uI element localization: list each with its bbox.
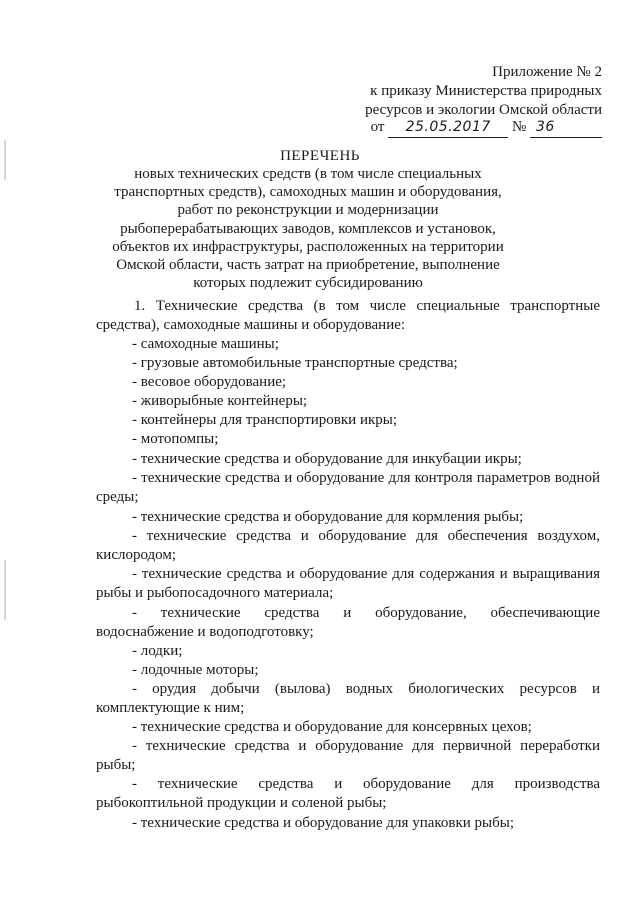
- list-item: - технические средства и оборудование для консервных цехов;: [132, 719, 532, 735]
- list-item: - технические средства и оборудование для упаковки рыбы;: [132, 815, 515, 831]
- document-title: ПЕРЕЧЕНЬ: [280, 148, 360, 164]
- list-item: - технические средства и оборудование для контроля параметров водной: [132, 470, 600, 486]
- list-item: - весовое оборудование;: [132, 374, 287, 390]
- section-heading-continued: средства), самоходные машины и оборудование:: [96, 317, 406, 333]
- appendix-number: Приложение № 2: [492, 64, 602, 80]
- order-date-number-line: [371, 118, 602, 138]
- list-item: - технические средства и оборудование для инкубации икры;: [132, 451, 522, 467]
- order-reference-line: к приказу Министерства природных: [370, 83, 602, 99]
- list-item: - орудия добычи (вылова) водных биологических ресурсов и: [132, 681, 600, 697]
- list-item-continued: кислородом;: [96, 547, 177, 563]
- list-item: - контейнеры для транспортировки икры;: [132, 412, 398, 428]
- number-label: №: [511, 119, 527, 135]
- scan-edge-mark: [4, 560, 6, 620]
- list-item-continued: рыбы и рыбопосадочного материала;: [96, 585, 334, 601]
- list-item-continued: рыбокоптильной продукции и соленой рыбы;: [96, 795, 387, 811]
- list-item: - грузовые автомобильные транспортные средства;: [132, 355, 458, 371]
- list-item: - технические средства и оборудование для первичной переработки: [132, 738, 600, 754]
- list-item: - лодочные моторы;: [132, 662, 259, 678]
- list-item: - лодки;: [132, 643, 183, 659]
- list-item: - технические средства и оборудование для содержания и выращивания: [132, 566, 600, 582]
- list-item: - самоходные машины;: [132, 336, 279, 352]
- list-item: - технические средства и оборудование для кормления рыбы;: [132, 509, 524, 525]
- list-item: - технические средства и оборудование для обеспечения воздухом,: [132, 528, 600, 544]
- list-item: - живорыбные контейнеры;: [132, 393, 308, 409]
- list-item: - технические средства и оборудование, обеспечивающие: [132, 605, 600, 621]
- handwritten-date: 25.05.2017: [388, 118, 508, 138]
- section-heading: 1. Технические средства (в том числе специальные транспортные: [134, 298, 600, 314]
- document-subtitle: новых технических средств (в том числе специальных транспортных средств), самоходных машин и оборудования, работ по реконструкции и модернизации рыбоперерабатывающих заводов, комплексов и установок, объектов их инфраструктуры, расположенных на территории Омской области, часть затрат на приобретение, выполнение которых подлежит субсидированию: [112, 166, 504, 292]
- list-item-continued: среды;: [96, 489, 139, 505]
- list-item-continued: комплектующие к ним;: [96, 700, 245, 716]
- list-item-continued: рыбы;: [96, 757, 136, 773]
- handwritten-number: 36: [530, 118, 602, 138]
- list-item: - технические средства и оборудование для производства: [132, 776, 600, 792]
- from-label: от: [370, 119, 385, 135]
- list-item: - мотопомпы;: [132, 431, 219, 447]
- ministry-line: ресурсов и экологии Омской области: [365, 102, 602, 118]
- list-item-continued: водоснабжение и водоподготовку;: [96, 624, 314, 640]
